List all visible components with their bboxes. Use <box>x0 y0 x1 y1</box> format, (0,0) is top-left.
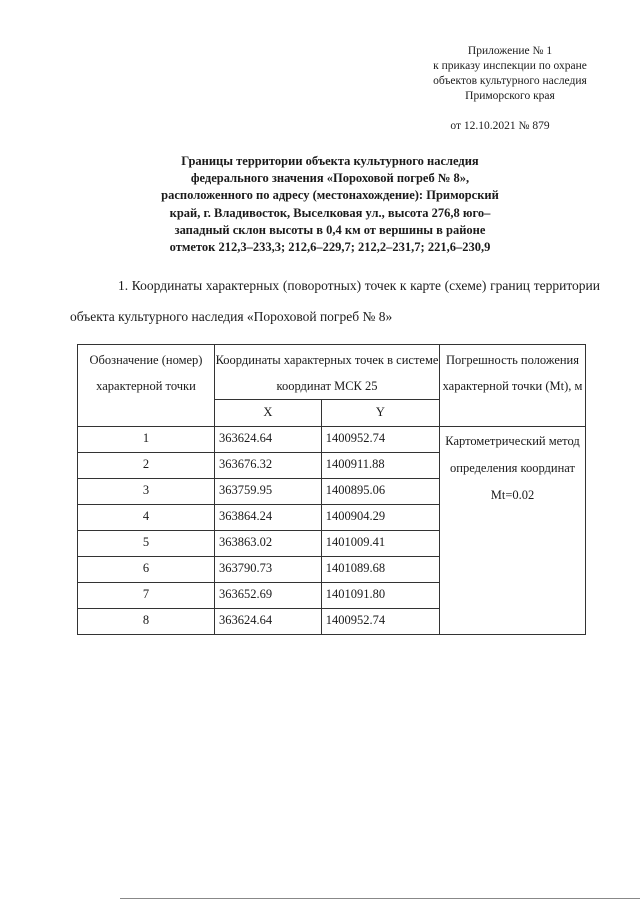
coord-x: 363676.32 <box>215 453 322 479</box>
appendix-header <box>420 44 600 104</box>
coord-x: 363759.95 <box>215 479 322 505</box>
title-line: Границы территории объекта культурного наследия <box>181 154 479 168</box>
header-x: X <box>215 400 322 427</box>
appendix-line: Приморского края <box>465 90 555 102</box>
coordinates-table <box>77 344 586 635</box>
section-paragraph <box>70 270 600 332</box>
header-coordinates: Координаты характерных точек в системе координат МСК 25 <box>215 345 440 400</box>
title-line: край, г. Владивосток, Выселковая ул., высота 276,8 юго– <box>169 205 491 220</box>
paragraph-text: 1. Координаты характерных (поворотных) точек к карте (схеме) границ территории объекта культурного наследия «Пороховой погреб № 8» <box>70 278 600 324</box>
coord-x: 363790.73 <box>215 557 322 583</box>
page-bottom-rule <box>120 898 640 899</box>
point-number: 6 <box>78 557 215 583</box>
appendix-line: Приложение № 1 <box>467 45 553 57</box>
coord-x: 363624.64 <box>215 609 322 635</box>
header-error: Погрешность положения характерной точки (Mt), м <box>440 345 586 427</box>
coord-y: 1400911.88 <box>321 453 439 479</box>
appendix-line: объектов культурного наследия <box>433 75 587 87</box>
coord-y: 1400952.74 <box>321 427 439 453</box>
header-y: Y <box>321 400 439 427</box>
coord-y: 1401009.41 <box>321 531 439 557</box>
order-date: от 12.10.2021 № 879 <box>450 120 550 132</box>
header-designation: Обозначение (номер) характерной точки <box>78 345 215 427</box>
coord-y: 1401091.80 <box>321 583 439 609</box>
point-number: 1 <box>78 427 215 453</box>
error-note: Картометрический метод определения координат Mt=0.02 <box>440 427 586 635</box>
point-number: 5 <box>78 531 215 557</box>
coord-y: 1401089.68 <box>321 557 439 583</box>
point-number: 8 <box>78 609 215 635</box>
title-line: расположенного по адресу (местонахождение): Приморский <box>161 188 499 203</box>
table-row <box>78 427 586 453</box>
coord-x: 363624.64 <box>215 427 322 453</box>
coord-y: 1400904.29 <box>321 505 439 531</box>
coord-x: 363863.02 <box>215 531 322 557</box>
coord-y: 1400895.06 <box>321 479 439 505</box>
point-number: 4 <box>78 505 215 531</box>
title-line: отметок 212,3–233,3; 212,6–229,7; 212,2–231,7; 221,6–230,9 <box>169 240 491 255</box>
coord-y: 1400952.74 <box>321 609 439 635</box>
title-line: федерального значения «Пороховой погреб № 8», <box>190 171 470 186</box>
document-title <box>115 153 545 256</box>
appendix-line: к приказу инспекции по охране <box>433 60 587 72</box>
coord-x: 363652.69 <box>215 583 322 609</box>
point-number: 2 <box>78 453 215 479</box>
coord-x: 363864.24 <box>215 505 322 531</box>
title-line: западный склон высоты в 0,4 км от вершины в районе <box>174 222 486 237</box>
point-number: 7 <box>78 583 215 609</box>
point-number: 3 <box>78 479 215 505</box>
